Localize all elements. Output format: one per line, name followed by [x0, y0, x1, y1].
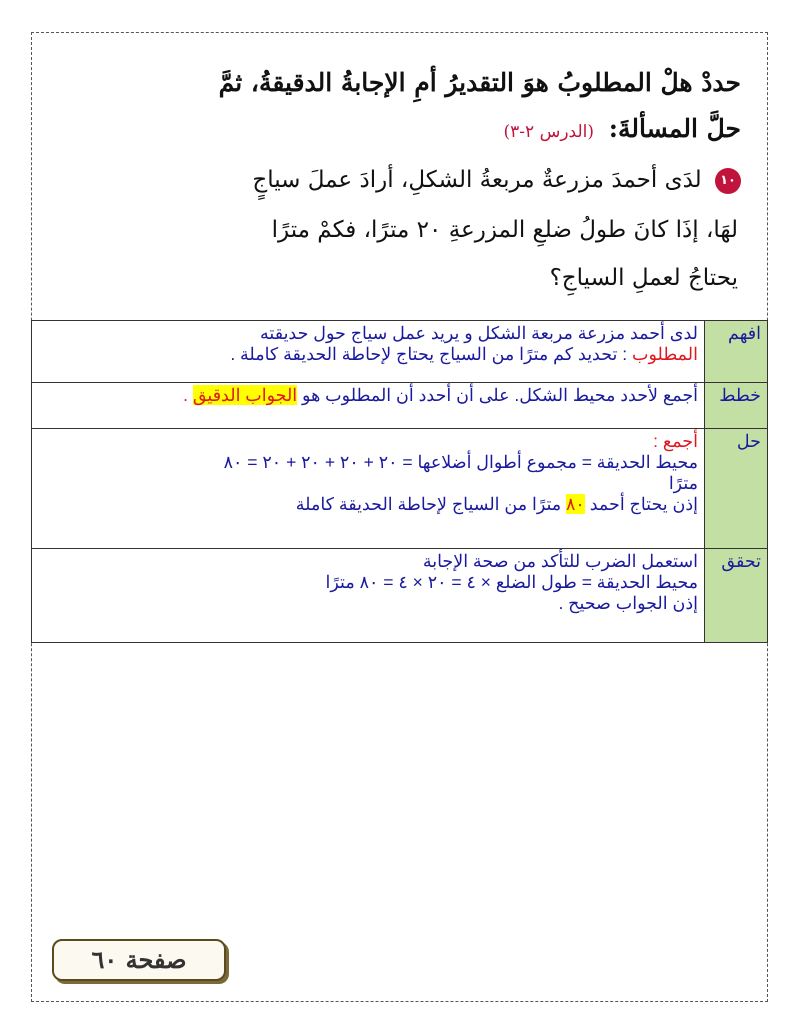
question-heading: حددْ هلْ المطلوبُ هوَ التقديرُ أمِ الإجابةُ الدقيقةُ، ثمَّ	[218, 68, 741, 97]
answer-type-highlight: الجواب الدقيق	[192, 385, 298, 405]
step-label-plan: خطط	[705, 383, 768, 429]
answer-number-highlight: ٨٠	[566, 494, 585, 514]
problem-line-2: لهَا، إذَا كانَ طولُ ضلعِ المزرعةِ ٢٠ مترًا، فكمْ مترًا	[271, 217, 738, 243]
understand-line-2	[38, 344, 698, 365]
step-label-understand: افهم	[705, 321, 768, 383]
solve-line-3-end: مترًا من السياج لإحاطة الحديقة كاملة	[295, 494, 562, 514]
check-line-1: استعمل الضرب للتأكد من صحة الإجابة	[422, 551, 698, 571]
question-heading-line2	[504, 114, 742, 143]
solve-instruction: حلَّ المسألةَ:	[608, 114, 741, 143]
solve-line-2: مترًا	[668, 473, 698, 493]
step-content-understand	[32, 321, 705, 383]
check-line-2: محيط الحديقة = طول الضلع × ٤ = ٢٠ × ٤ = ٨٠ مترًا	[325, 572, 698, 592]
check-line-3: إذن الجواب صحيح .	[558, 593, 698, 613]
problem-number-badge: ١٠	[715, 168, 741, 194]
required-label: المطلوب	[632, 344, 698, 364]
solve-line-3-start: إذن يحتاج أحمد	[589, 494, 698, 514]
problem-statement	[31, 32, 768, 319]
step-row-plan	[32, 383, 768, 429]
solve-line-3	[38, 494, 698, 515]
lesson-reference: (الدرس ٢-٣)	[503, 122, 594, 142]
step-content-plan	[32, 383, 705, 429]
required-text: : تحديد كم مترًا من السياج يحتاج لإحاطة الحديقة كاملة .	[230, 344, 628, 364]
step-row-understand	[32, 321, 768, 383]
solve-title: أجمع :	[653, 431, 698, 451]
step-content-solve	[32, 429, 705, 549]
understand-line-1: لدى أحمد مزرعة مربعة الشكل و يريد عمل سياج حول حديقته	[260, 323, 698, 343]
solve-line-1: محيط الحديقة = مجموع أطوال أضلاعها = ٢٠ + ٢٠ + ٢٠ + ٢٠ = ٨٠	[223, 452, 698, 472]
solution-steps-table	[31, 320, 768, 643]
step-label-check: تحقق	[705, 549, 768, 643]
step-content-check	[32, 549, 705, 643]
plan-end: .	[183, 385, 188, 405]
step-row-check	[32, 549, 768, 643]
step-row-solve	[32, 429, 768, 549]
plan-text: أجمع لأحدد محيط الشكل. على أن أحدد أن المطلوب هو	[302, 385, 698, 405]
page-number-badge: صفحة ٦٠	[52, 939, 226, 981]
step-label-solve: حل	[705, 429, 768, 549]
problem-line-1	[252, 167, 741, 194]
problem-line-3: يحتاجُ لعملِ السياجِ؟	[549, 265, 738, 291]
problem-text-1: لدَى أحمدَ مزرعةٌ مربعةُ الشكلِ، أرادَ عملَ سياجٍ	[252, 167, 702, 193]
